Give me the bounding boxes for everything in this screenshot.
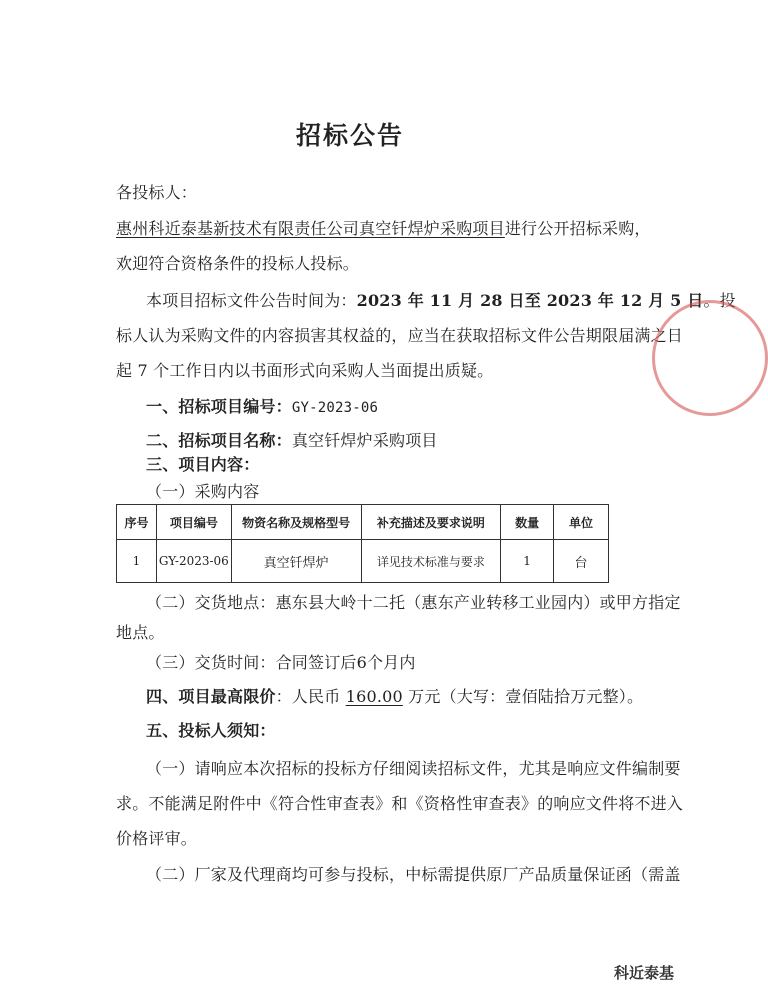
procurement-table [116, 504, 609, 583]
period-dates: 2023 年 11 月 28 日至 2023 年 12 月 5 日 [356, 291, 704, 310]
greeting: 各投标人： [116, 183, 198, 202]
table-header-row [117, 505, 609, 540]
table-cell: 详见技术标准与要求 [361, 540, 501, 583]
period-line-2: 标人认为采购文件的内容损害其权益的，应当在获取招标文件公告期限届满之日 [116, 326, 684, 345]
price-amount: 160.00 [345, 687, 403, 706]
section-4-label: 四、项目最高限价 [146, 687, 276, 706]
section-2 [146, 428, 438, 451]
table-header: 序号 [117, 505, 157, 540]
delivery-location-line-2: 地点。 [116, 623, 165, 642]
project-name: 真空钎焊炉采购项目 [291, 431, 438, 450]
official-seal [652, 300, 768, 416]
table-cell: GY-2023-06 [156, 540, 231, 583]
notice-2-line-1: （二）厂家及代理商均可参与投标，中标需提供原厂产品质量保证函（需盖 [146, 865, 681, 884]
delivery-location-line-1: （二）交货地点：惠东县大岭十二托（惠东产业转移工业园内）或甲方指定 [146, 593, 681, 612]
intro-line-1 [116, 216, 651, 239]
price-suffix: 万元（大写：壹佰陆拾万元整）。 [402, 687, 644, 706]
table-cell: 1 [501, 540, 554, 583]
table-header: 物资名称及规格型号 [231, 505, 361, 540]
table-cell: 1 [117, 540, 157, 583]
notice-1-line-3: 价格评审。 [116, 829, 198, 848]
section-1-label: 一、招标项目编号： [146, 397, 292, 416]
section-3-label: 三、项目内容： [146, 455, 260, 474]
watermark: 科近泰基 [613, 964, 674, 982]
period-prefix: 本项目招标文件公告时间为： [146, 291, 357, 310]
period-line-3: 起 7 个工作日内以书面形式向采购人当面提出质疑。 [116, 361, 494, 380]
section-4 [146, 684, 643, 707]
period-suffix: 。投 [703, 291, 736, 310]
table-header: 补充描述及要求说明 [361, 505, 501, 540]
table-header: 数量 [501, 505, 554, 540]
project-number: GY-2023-06 [291, 400, 379, 416]
subsection-1: （一）采购内容 [146, 482, 260, 501]
price-prefix: ：人民币 [275, 687, 346, 706]
intro-rest: 进行公开招标采购， [504, 219, 651, 238]
section-1 [146, 394, 378, 417]
notice-1-line-1: （一）请响应本次招标的投标方仔细阅读招标文件，尤其是响应文件编制要 [146, 759, 681, 778]
table-header: 单位 [554, 505, 609, 540]
section-2-label: 二、招标项目名称： [146, 431, 292, 450]
company-project-name: 惠州科近泰基新技术有限责任公司真空钎焊炉采购项目 [116, 219, 505, 238]
page-title: 招标公告 [295, 121, 404, 150]
table-row [117, 540, 609, 583]
notice-1-line-2: 求。不能满足附件中《符合性审查表》和《资格性审查表》的响应文件将不进入 [116, 794, 684, 813]
section-5-label: 五、投标人须知： [146, 721, 276, 740]
table-header: 项目编号 [156, 505, 231, 540]
delivery-time: （三）交货时间：合同签订后6个月内 [146, 653, 416, 672]
table-cell: 台 [554, 540, 609, 583]
period-line-1 [146, 288, 736, 311]
intro-line-2: 欢迎符合资格条件的投标人投标。 [116, 254, 360, 273]
table-cell: 真空钎焊炉 [231, 540, 361, 583]
